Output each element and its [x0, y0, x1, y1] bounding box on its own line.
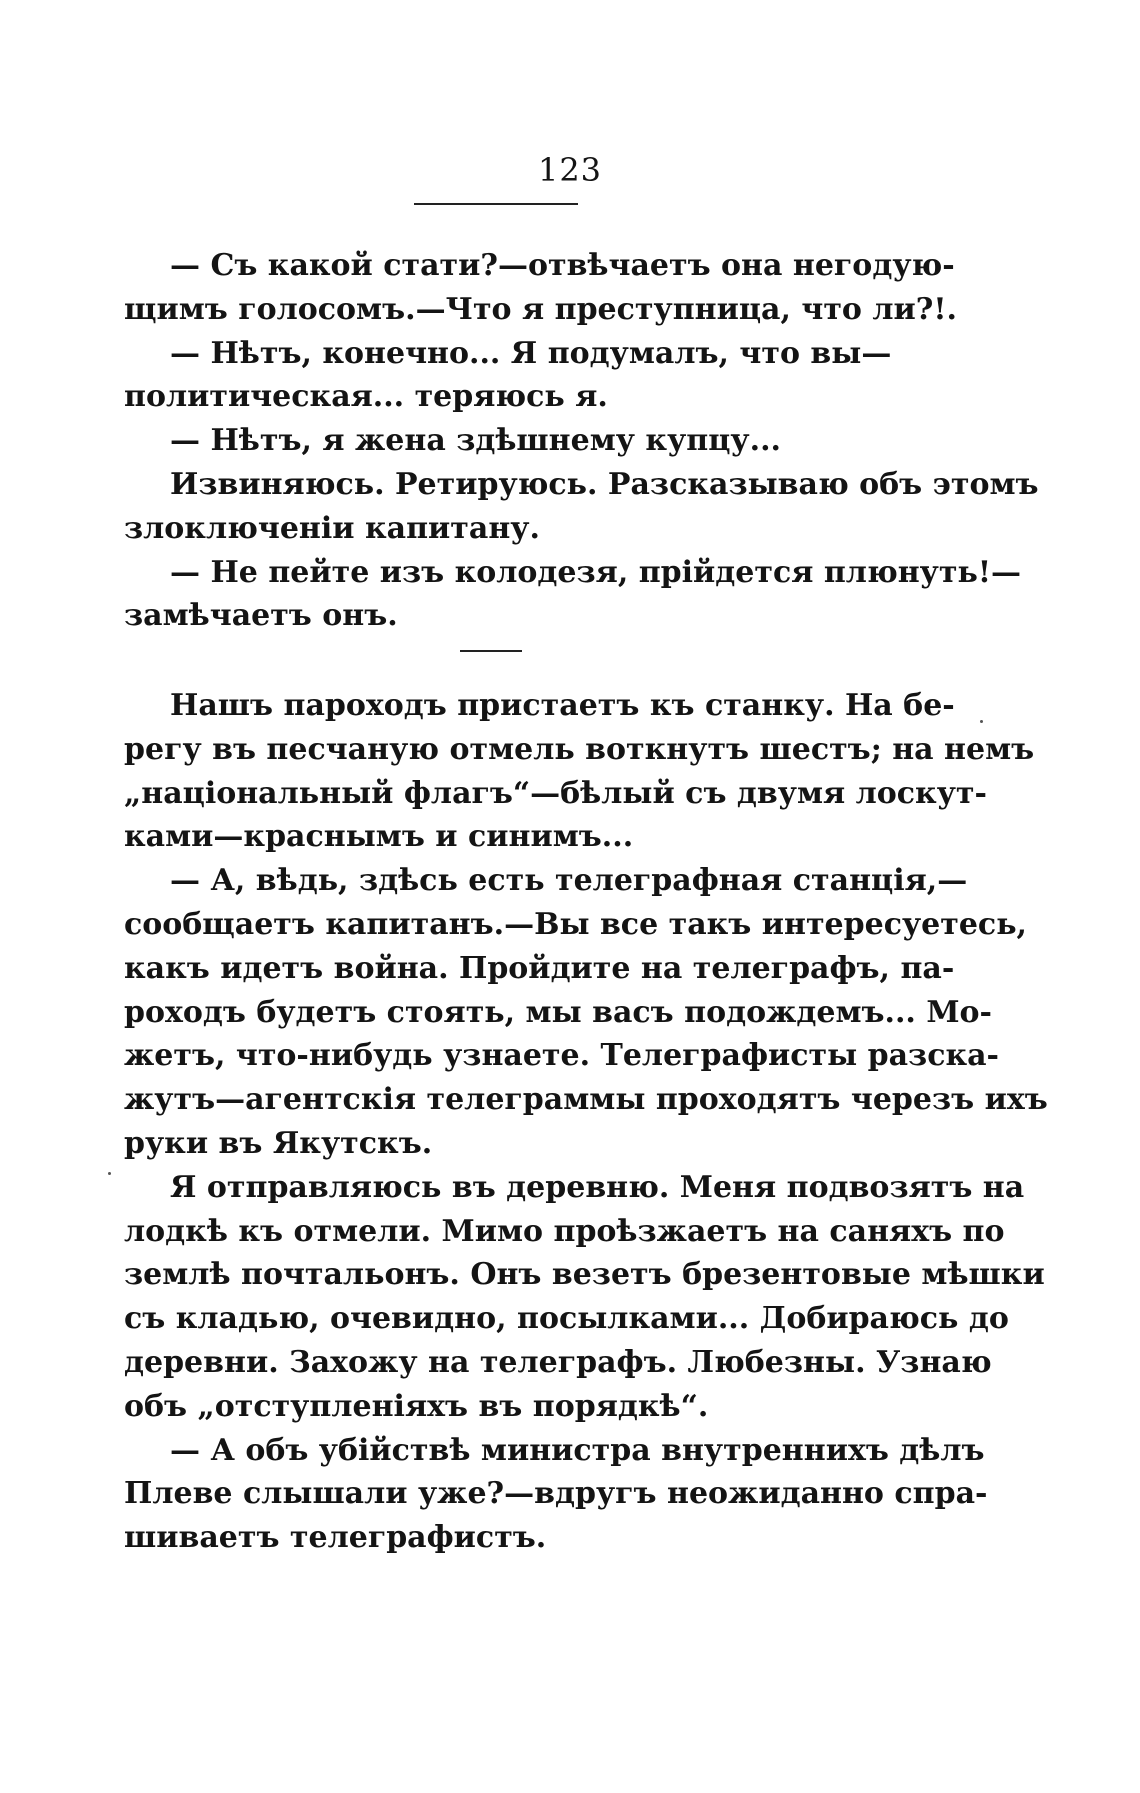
section-divider [460, 650, 522, 652]
text-line: съ кладью, очевидно, посылками... Добираюсь до [124, 1301, 1009, 1337]
text-line: роходъ будетъ стоять, мы васъ подождемъ... Мо- [124, 994, 992, 1030]
text-line: политическая... теряюсь я. [124, 379, 608, 415]
text-line: объ „отступленіяхъ въ порядкѣ“. [124, 1388, 709, 1424]
header-rule [414, 203, 578, 205]
text-line: лодкѣ къ отмели. Мимо проѣзжаетъ на саняхъ по [124, 1213, 1005, 1249]
page-number: 123 [537, 151, 603, 189]
text-line: Извиняюсь. Ретируюсь. Разсказываю объ этомъ [170, 466, 1039, 502]
text-line: землѣ почтальонъ. Онъ везетъ брезентовые мѣшки [124, 1257, 1045, 1293]
text-line: „національный флагъ“—бѣлый съ двумя лоскут- [124, 775, 987, 811]
paper-speck [980, 720, 983, 723]
text-line: замѣчаетъ онъ. [124, 598, 398, 634]
text-section-1 [124, 244, 1039, 638]
text-line: Плеве слышали уже?—вдругъ неожиданно спра- [124, 1476, 988, 1512]
text-line: — А, вѣдь, здѣсь есть телеграфная станція,— [170, 863, 968, 899]
text-line: — Не пейте изъ колодезя, прійдется плюнуть!— [170, 554, 1021, 590]
text-section-2 [124, 684, 1048, 1560]
text-line: щимъ голосомъ.—Что я преступница, что ли?!. [124, 291, 957, 327]
text-line: — А объ убійствѣ министра внутреннихъ дѣлъ [170, 1432, 985, 1468]
text-line: какъ идетъ война. Пройдите на телеграфъ, па- [124, 950, 955, 986]
paper-speck [108, 1172, 111, 1175]
text-line: Нашъ пароходъ пристаетъ къ станку. На бе- [170, 688, 955, 723]
text-line: деревни. Захожу на телеграфъ. Любезны. Узнаю [124, 1344, 992, 1380]
text-line: шиваетъ телеграфистъ. [124, 1520, 547, 1556]
text-line: руки въ Якутскъ. [124, 1125, 433, 1161]
text-line: — Нѣтъ, конечно... Я подумалъ, что вы— [170, 335, 892, 371]
text-line: — Съ какой стати?—отвѣчаетъ она негодую- [170, 248, 955, 283]
text-line: — Нѣтъ, я жена здѣшнему купцу... [170, 423, 781, 459]
text-line: злоключеніи капитану. [124, 510, 540, 546]
text-line: жутъ—агентскія телеграммы проходятъ черезъ ихъ [124, 1082, 1048, 1118]
text-line: сообщаетъ капитанъ.—Вы все такъ интересуетесь, [124, 906, 1028, 942]
text-line: регу въ песчаную отмель воткнутъ шестъ; на немъ [124, 731, 1035, 767]
text-line: жетъ, что-нибудь узнаете. Телеграфисты разска- [124, 1038, 1000, 1074]
text-line: ками—краснымъ и синимъ... [124, 819, 634, 855]
text-line: Я отправляюсь въ деревню. Меня подвозятъ на [170, 1169, 1025, 1205]
